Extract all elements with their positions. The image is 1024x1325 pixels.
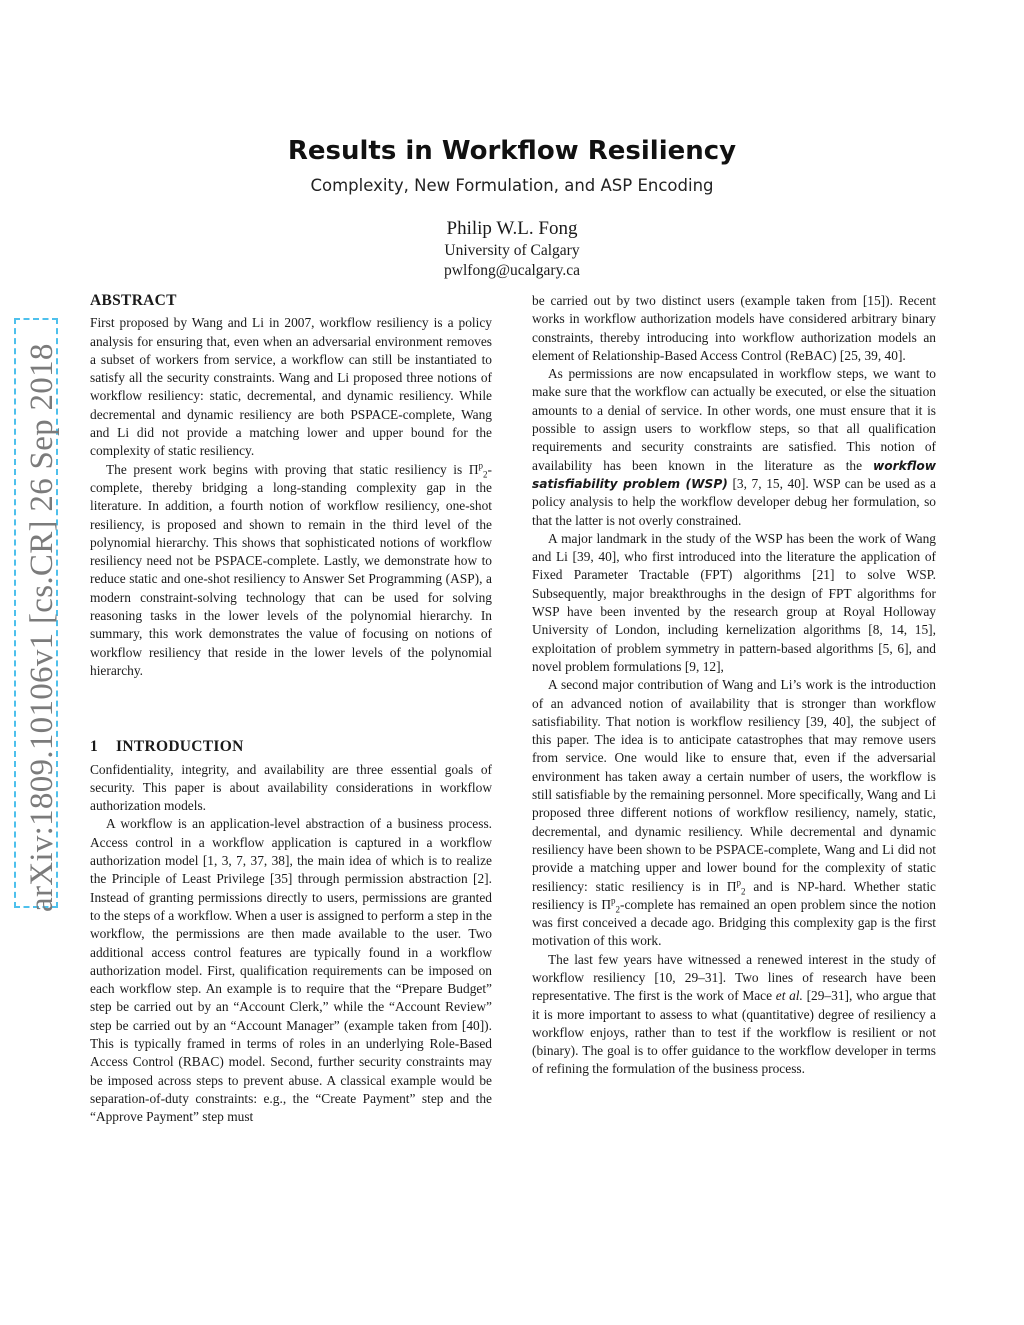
- intro-paragraph: As permissions are now encapsulated in workflow steps, we want to make sure that the workflow can actually be executed, or else the situation amounts to a denial of service. In other words, one must ensure that it is possible to assign users to workflow steps, so that all qualification requirements and security constraints are satisfied. This notion of availability has been known in the literature as the workflow satisfiability problem (WSP) [3, 7, 15, 40]. WSP can be used as a policy analysis to help the workflow developer debug her formulation, so that the latter is not overly constrained.: [532, 366, 936, 528]
- intro-paragraph: A second major contribution of Wang and Li’s work is the introduction of an advanced notion of availability that is stronger than workflow satisfiability. That notion is workflow resiliency [39, 40], the subject of this paper. The idea is to anticipate catastrophes that may remove users from service. One would like to ensure that, even if the adversarial environment has taken away a certain number of users, the workflow is still satisfiable by the remaining personnel. More specifically, Wang and Li proposed three different notions of workflow resiliency, namely, static, decremental, and dynamic resiliency. While decremental and dynamic resiliency have been shown to be PSPACE-complete, Wang and Li did not provide a matching upper and lower bound for the complexity of static resiliency: static resiliency is in $\Pi^p_2$ and is NP-hard. Whether static resiliency is $\Pi^p_2$-complete has remained an open problem since the notion was first conceived a decade ago. Bridging this complexity gap is the first motivation of this work.: [532, 677, 936, 949]
- wsp-term: workflow satisfiability problem (WSP): [532, 458, 936, 491]
- arxiv-identifier: arXiv:1809.10106v1 [cs.CR] 26 Sep 2018: [24, 343, 60, 912]
- intro-paragraph: The last few years have witnessed a renewed interest in the study of workflow resiliency [10, 29–31]. Two lines of research have been representative. The first is the work of Mace et al. [29–31], who argue that it is more important to assess to what (quantitative) degree of resiliency a workflow enjoys, rather than to test if the workflow is resilient or not (binary). The goal is to offer guidance to the workflow developer in terms of refining the formulation of the business process.: [532, 951, 937, 1077]
- author-email: pwlfong@ucalgary.ca: [444, 262, 580, 279]
- math-pi2p: $\Pi^p_2$: [468, 460, 488, 480]
- intro-paragraph: A workflow is an application-level abstraction of a business process. Access control in a workflow application is captured in a workflow authorization model [1, 3, 7, 37, 38], the main idea of which is to realize the Principle of Least Privilege [35] through permission abstraction [2]. Instead of granting permissions directly to users, permissions are granted to the steps of a workflow. When a user is assigned to perform a step in the workflow, the permissions are then made available to the user. Two additional access control features are typically found in a workflow authorization model. First, qualification requirements can be imposed on each workflow step. An example is to require that the “Prepare Budget” step be carried out by an “Account Clerk,” while the “Account Review” step be carried out by an “Account Manager” (example taken from [40]). This is typically framed in terms of roles in an underlying Role-Based Access Control (RBAC) model. Second, further security constraints may be imposed across steps to prevent abuse. A classical example would be separation-of-duty constraints: e.g., the “Create Payment” step and the “Approve Payment” step must: [90, 816, 492, 1125]
- abstract-heading: ABSTRACT: [90, 292, 177, 309]
- abstract-paragraph: The present work begins with proving that static resiliency is $\Pi^p_2$-complete, thereby bridging a long-standing complexity gap in the literature. In addition, a fourth notion of workflow resiliency, one-shot resiliency, is proposed and shown to remain in the third level of the polynomial hierarchy. This shows that sophisticated notions of workflow resiliency need not be PSPACE-complete. Lastly, we demonstrate how to reduce static and one-shot resiliency to Answer Set Programming (ASP), a modern constraint-solving technology that can be used for solving reasoning tasks in the lower levels of the polynomial hierarchy. In summary, this work demonstrates the value of focusing on notions of workflow resiliency that reside in the lower levels of the polynomial hierarchy.: [90, 460, 492, 678]
- author-name: Philip W.L. Fong: [446, 218, 578, 239]
- paper-subtitle: Complexity, New Formulation, and ASP Encoding: [310, 176, 714, 195]
- math-pi2p: $\Pi^p_2$: [726, 877, 746, 897]
- abstract-paragraph: First proposed by Wang and Li in 2007, workflow resiliency is a policy analysis for ensuring that, even when an adversarial environment removes a subset of workers from service, a workflow can still be instantiated to satisfy all the security constraints. Wang and Li proposed three notions of workflow resiliency: static, decremental, and dynamic resiliency. While decremental and dynamic resiliency are both PSPACE-complete, Wang and Li did not provide a matching lower and upper bound for the complexity of static resiliency.: [90, 315, 492, 459]
- section-heading-introduction: 1 INTRODUCTION: [90, 738, 244, 756]
- intro-paragraph: be carried out by two distinct users (example taken from [15]). Recent works in workflow authorization models have considered arbitrary binary constraints, thereby introducing into workflow authorization models an element of Relationship-Based Access Control (ReBAC) [25, 39, 40].: [532, 293, 936, 363]
- intro-paragraph: A major landmark in the study of the WSP has been the work of Wang and Li [39, 40], who first introduced into the literature the application of Fixed Parameter Tractable (FPT) algorithms [21] to solve WSP. Subsequently, major breakthroughs in the design of FPT algorithms for WSP have been invented by the research group at Royal Holloway University of London, including kernelization algorithms [8, 14, 15], exploitation of problem symmetry in pattern-based algorithms [5, 6], and novel problem formulations [9, 12],: [532, 530, 936, 674]
- right-column: [532, 292, 936, 1079]
- intro-paragraph: Confidentiality, integrity, and availability are three essential goals of security. This paper is about availability considerations in workflow authorization models.: [90, 761, 492, 814]
- left-column: [90, 292, 492, 1126]
- math-pi2p: $\Pi^p_2$: [601, 895, 621, 915]
- paper-title: Results in Workflow Resiliency: [287, 136, 737, 166]
- author-affiliation: University of Calgary: [444, 242, 580, 259]
